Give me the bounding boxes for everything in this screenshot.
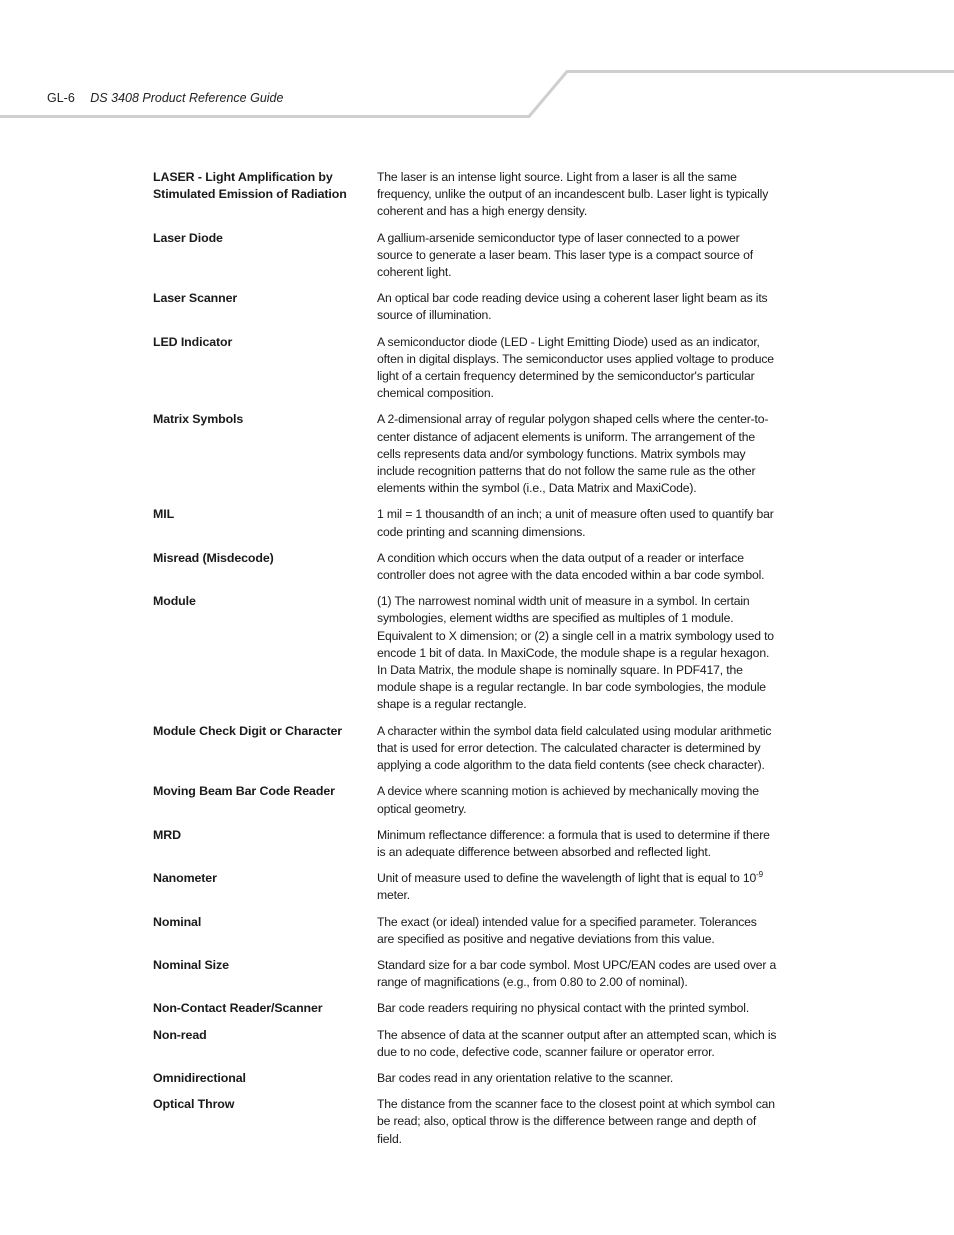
glossary-term: Non-Contact Reader/Scanner — [153, 1001, 323, 1016]
glossary-term: Laser Scanner — [153, 291, 238, 306]
glossary-entry — [153, 290, 778, 324]
glossary-definition: A semiconductor diode (LED - Light Emitting Diode) used as an indicator, often in digital displays. The semiconductor uses applied voltage to produce light of a certain frequency determined by the semiconductor's particular chemical composition. — [377, 334, 774, 401]
glossary-term: Nominal — [153, 914, 202, 929]
definition-text: meter. — [377, 888, 410, 903]
glossary-entry — [153, 1070, 778, 1087]
glossary-definition: A gallium-arsenide semiconductor type of laser connected to a power source to generate a laser beam. This laser type is a compact source of coherent light. — [377, 230, 753, 280]
glossary-entry — [153, 550, 778, 584]
glossary-term: Moving Beam Bar Code Reader — [153, 784, 335, 799]
glossary-term: MIL — [153, 507, 175, 522]
glossary-term: Module Check Digit or Character — [153, 723, 342, 738]
glossary-definition: Bar codes read in any orientation relative to the scanner. — [377, 1070, 674, 1085]
glossary-entry — [153, 334, 778, 403]
glossary-definition: A character within the symbol data field calculated using modular arithmetic that is used for error detection. The calculated character is determined by applying a code algorithm to the data field contents (see check character). — [377, 723, 772, 773]
glossary-term: Non-read — [153, 1027, 207, 1042]
glossary-definition: A condition which occurs when the data output of a reader or interface controller does not agree with the data encoded within a bar code symbol. — [377, 550, 765, 583]
glossary-definition: Standard size for a bar code symbol. Most UPC/EAN codes are used over a range of magnifications (e.g., from 0.80 to 2.00 of nominal). — [377, 957, 777, 990]
glossary-definition: A 2-dimensional array of regular polygon shaped cells where the center-to-center distance of adjacent elements is uniform. The arrangement of the cells represents data and/or symbology functions. Matrix symbols may include recognition patterns that do not follow the same rule as the other elements within the symbol (i.e., Data Matrix and MaxiCode). — [377, 412, 769, 496]
definition-text: Unit of measure used to define the wavelength of light that is equal to 10 — [377, 871, 757, 886]
glossary-term: Optical Throw — [153, 1097, 235, 1112]
glossary-entry — [153, 506, 778, 540]
glossary-definition: Bar code readers requiring no physical contact with the printed symbol. — [377, 1001, 750, 1016]
glossary-entry — [153, 783, 778, 817]
glossary-entry — [153, 723, 778, 775]
page-number: GL-6 — [47, 91, 75, 105]
glossary-entry — [153, 827, 778, 861]
glossary-term: MRD — [153, 827, 181, 842]
glossary-term: Nominal Size — [153, 957, 229, 972]
glossary-term: LASER - Light Amplification by Stimulated Emission of Radiation — [153, 170, 347, 202]
glossary-definition: The exact (or ideal) intended value for a specified parameter. Tolerances are specified as positive and negative deviations from this value. — [377, 914, 757, 946]
glossary-entry — [153, 1027, 778, 1061]
header-rule — [0, 0, 954, 130]
glossary-term: Module — [153, 594, 196, 609]
glossary-definition: The absence of data at the scanner output after an attempted scan, which is due to no code, defective code, scanner failure or operator error. — [377, 1027, 777, 1059]
glossary-term: Misread (Misdecode) — [153, 550, 274, 565]
glossary-term: Matrix Symbols — [153, 412, 244, 427]
glossary-entry — [153, 593, 778, 713]
glossary-entry — [153, 957, 778, 991]
glossary-entry — [153, 411, 778, 497]
glossary-definition: The laser is an intense light source. Light from a laser is all the same frequency, unlike the output of an incandescent bulb. Laser light is typically coherent and has a high energy density. — [377, 170, 769, 219]
glossary-definition: Minimum reflectance difference: a formula that is used to determine if there is an adequate difference between absorbed and reflected light. — [377, 827, 770, 859]
glossary-definition: 1 mil = 1 thousandth of an inch; a unit of measure often used to quantify bar code printing and scanning dimensions. — [377, 507, 774, 539]
glossary-term: Nanometer — [153, 871, 217, 886]
glossary-entry — [153, 230, 778, 282]
glossary-definition: An optical bar code reading device using a coherent laser light beam as its source of illumination. — [377, 291, 768, 323]
glossary-definition: The distance from the scanner face to the closest point at which symbol can be read; also, optical throw is the difference between range and depth of field. — [377, 1097, 775, 1146]
glossary-term: Omnidirectional — [153, 1070, 246, 1085]
exponent: -9 — [756, 870, 763, 880]
glossary-definition: A device where scanning motion is achieved by mechanically moving the optical geometry. — [377, 784, 759, 816]
glossary-definition — [377, 870, 777, 904]
glossary-definition: (1) The narrowest nominal width unit of measure in a symbol. In certain symbologies, element widths are specified as multiples of 1 module. Equivalent to X dimension; or (2) a single cell in a matrix symbology used to encode 1 bit of data. In MaxiCode, the module shape is a regular hexagon. In Data Matrix, the module shape is nominally square. In PDF417, the module shape is a regular rectangle. In bar code symbologies, the module shape is a regular rectangle. — [377, 594, 774, 712]
glossary-list — [153, 169, 778, 1157]
glossary-term: Laser Diode — [153, 230, 223, 245]
running-header — [47, 91, 283, 105]
document-title: DS 3408 Product Reference Guide — [90, 91, 284, 105]
glossary-entry — [153, 169, 778, 221]
glossary-entry — [153, 870, 778, 904]
glossary-term: LED Indicator — [153, 334, 233, 349]
glossary-entry — [153, 1096, 778, 1148]
glossary-entry — [153, 914, 778, 948]
glossary-entry — [153, 1000, 778, 1017]
